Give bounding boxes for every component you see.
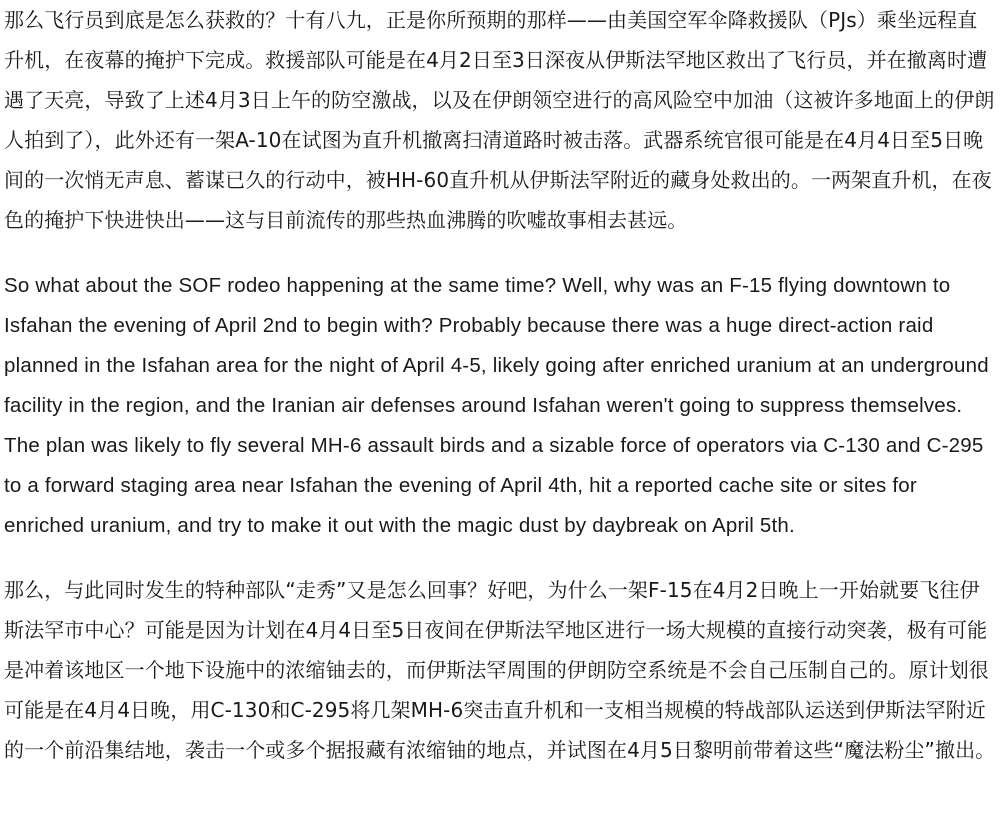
paragraph-chinese-sof: 那么，与此同时发生的特种部队“走秀”又是怎么回事？好吧，为什么一架F-15在4月2日晚上一开始就要飞往伊斯法罕市中心？可能是因为计划在4月4日至5日夜间在伊斯法罕地区进行一场大规模的直接行动突袭，极有可能是冲着该地区一个地下设施中的浓缩铀去的，而伊斯法罕周围的伊朗防空系统是不会自己压制自己的。原计划很可能是在4月4日晚，用C-130和C-295将几架MH-6突击直升机和一支相当规模的特战部队运送到伊斯法罕附近的一个前沿集结地，袭击一个或多个据报藏有浓缩铀的地点，并试图在4月5日黎明前带着这些“魔法粉尘”撤出。 (4, 578, 996, 762)
paragraph-chinese-rescue: 那么飞行员到底是怎么获救的？十有八九，正是你所预期的那样——由美国空军伞降救援队（PJs）乘坐远程直升机，在夜幕的掩护下完成。救援部队可能是在4月2日至3日深夜从伊斯法罕地区救出了飞行员，并在撤离时遭遇了天亮，导致了上述4月3日上午的防空激战，以及在伊朗领空进行的高风险空中加油（这被许多地面上的伊朗人拍到了），此外还有一架A-10在试图为直升机撤离扫清道路时被击落。武器系统官很可能是在4月4日至5日晚间的一次悄无声息、蓄谋已久的行动中，被HH-60直升机从伊斯法罕附近的藏身处救出的。一两架直升机，在夜色的掩护下快进快出——这与目前流传的那些热血沸腾的吹嘘故事相去甚远。 (4, 8, 995, 232)
paragraph-spacer (4, 240, 996, 266)
paragraph-english-sof: So what about the SOF rodeo happening at the same time? Well, why was an F-15 flying downtown to Isfahan the evening of April 2nd to begin with? Probably because there was a huge direct-action raid planned in the Isfahan area for the night of April 4-5, likely going after enriched uranium at an underground facility in the region, and the Iranian air defenses around Isfahan weren't going to suppress themselves. The plan was likely to fly several MH-6 assault birds and a sizable force of operators via C-130 and C-295 to a forward staging area near Isfahan the evening of April 4th, hit a reported cache site or sites for enriched uranium, and try to make it out with the magic dust by daybreak on April 5th. (4, 274, 989, 537)
paragraph-spacer (4, 546, 996, 570)
